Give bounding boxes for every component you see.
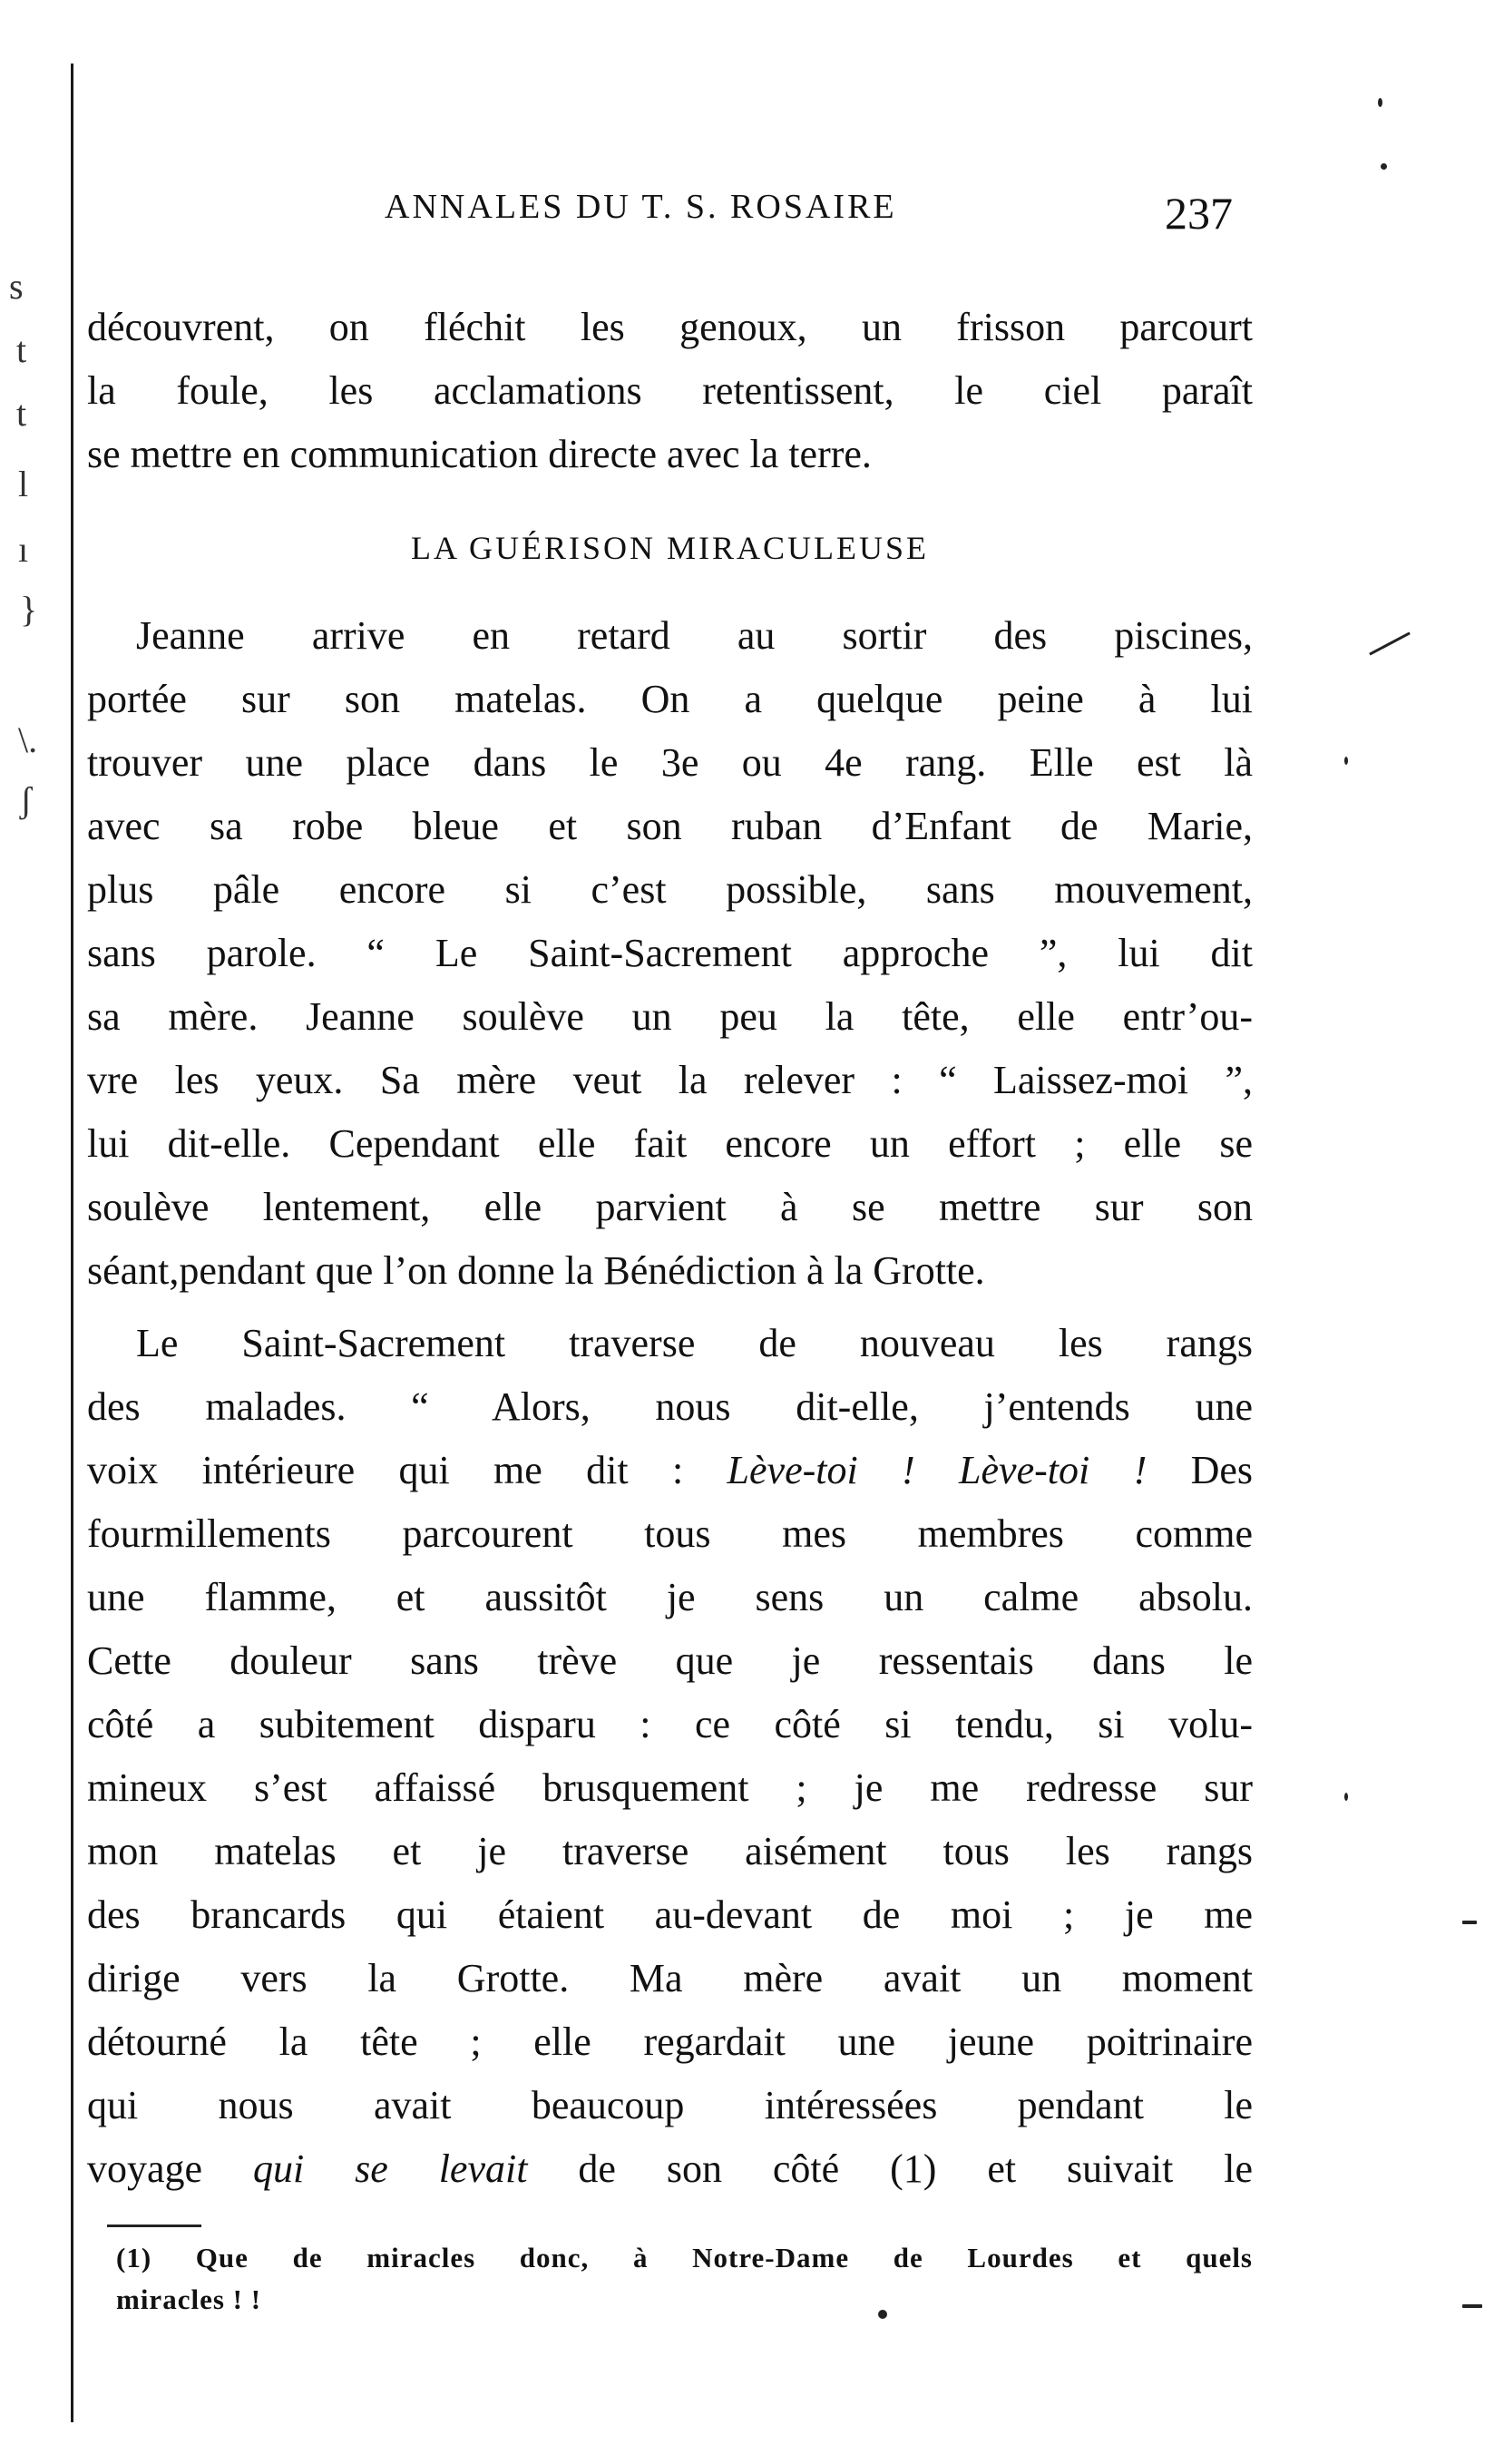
text-line: dirige vers la Grotte. Ma mère avait un moment — [87, 1956, 1253, 2000]
text-line: avec sa robe bleue et son ruban d’Enfant de Marie, — [87, 804, 1253, 848]
paper-speck — [1378, 98, 1382, 107]
italic-text-run: Lève-toi ! Lève-toi ! — [727, 1448, 1148, 1492]
text-line: séant,pendant que l’on donne la Bénédiction à la Grotte. — [87, 1248, 985, 1293]
text-line: mineux s’est affaissé brusquement ; je me redresse sur — [87, 1765, 1253, 1810]
gutter-glyph: s — [9, 266, 24, 307]
paper-speck — [1344, 1793, 1348, 1801]
text-run: voix intérieure qui me dit : — [87, 1448, 728, 1492]
text-line: soulève lentement, elle parvient à se mettre sur son — [87, 1185, 1253, 1229]
text-line: sa mère. Jeanne soulève un peu la tête, elle entr’ou- — [87, 994, 1253, 1039]
paper-speck — [1344, 757, 1348, 765]
text-run: de son côté (1) et suivait le — [527, 2146, 1254, 2191]
gutter-glyph: t — [16, 393, 27, 434]
text-line: détourné la tête ; elle regardait une jeune poitrinaire — [87, 2019, 1253, 2064]
paper-speck — [1462, 1921, 1477, 1924]
section-title: LA GUÉRISON MIRACULEUSE — [410, 530, 929, 566]
gutter-glyph: \. — [18, 719, 38, 760]
text-line: Le Saint-Sacrement traverse de nouveau les rangs — [136, 1321, 1253, 1365]
text-line: côté a subitement disparu : ce côté si tendu, si volu- — [87, 1702, 1253, 1746]
text-line: découvrent, on fléchit les genoux, un frisson parcourt — [87, 305, 1253, 349]
text-line: vre les yeux. Sa mère veut la relever : “ Laissez-moi ”, — [87, 1058, 1253, 1102]
gutter-glyph: l — [18, 464, 29, 504]
gutter-glyph: ʃ — [20, 779, 33, 820]
text-line: lui dit-elle. Cependant elle fait encore un effort ; elle se — [87, 1121, 1253, 1166]
footnote-line: miracles ! ! — [116, 2283, 262, 2315]
text-line: portée sur son matelas. On a quelque peine à lui — [87, 677, 1253, 721]
text-line: fourmillements parcourent tous mes membres comme — [87, 1511, 1253, 1556]
text-run: Des — [1147, 1448, 1253, 1492]
text-run: voyage — [87, 2146, 253, 2191]
text-line: des malades. “ Alors, nous dit-elle, j’entends une — [87, 1384, 1253, 1429]
footnote-line: (1) Que de miracles donc, à Notre-Dame de Lourdes et quels — [116, 2242, 1253, 2273]
text-line: une flamme, et aussitôt je sens un calme absolu. — [87, 1575, 1253, 1619]
footnote-rule — [107, 2224, 201, 2227]
text-line: sans parole. “ Le Saint-Sacrement approche ”, lui dit — [87, 931, 1253, 975]
text-line: la foule, les acclamations retentissent, le ciel paraît — [87, 368, 1253, 413]
text-line — [87, 2137, 1253, 2201]
text-line: trouver une place dans le 3e ou 4e rang. Elle est là — [87, 740, 1253, 785]
binding-edge — [71, 64, 73, 2422]
text-line: plus pâle encore si c’est possible, sans mouvement, — [87, 867, 1253, 912]
paper-speck — [1462, 2304, 1482, 2308]
text-line — [87, 1439, 1253, 1502]
paper-speck — [1369, 631, 1411, 655]
text-line: Jeanne arrive en retard au sortir des piscines, — [136, 613, 1253, 658]
text-line: se mettre en communication directe avec la terre. — [87, 432, 872, 476]
text-line: Cette douleur sans trève que je ressentais dans le — [87, 1638, 1253, 1683]
page-header — [385, 187, 1292, 241]
gutter-glyph: } — [20, 589, 38, 630]
text-line: mon matelas et je traverse aisément tous les rangs — [87, 1829, 1253, 1873]
paper-speck — [1381, 163, 1387, 170]
page-number: 237 — [1165, 188, 1233, 239]
gutter-glyph: ı — [18, 529, 29, 570]
text-line: des brancards qui étaient au-devant de moi ; je me — [87, 1892, 1253, 1937]
italic-text-run: qui se levait — [252, 2146, 528, 2191]
text-line: qui nous avait beaucoup intéressées pendant le — [87, 2083, 1253, 2127]
gutter-glyph: t — [16, 329, 27, 370]
running-title: ANNALES DU T. S. ROSAIRE — [385, 188, 897, 226]
